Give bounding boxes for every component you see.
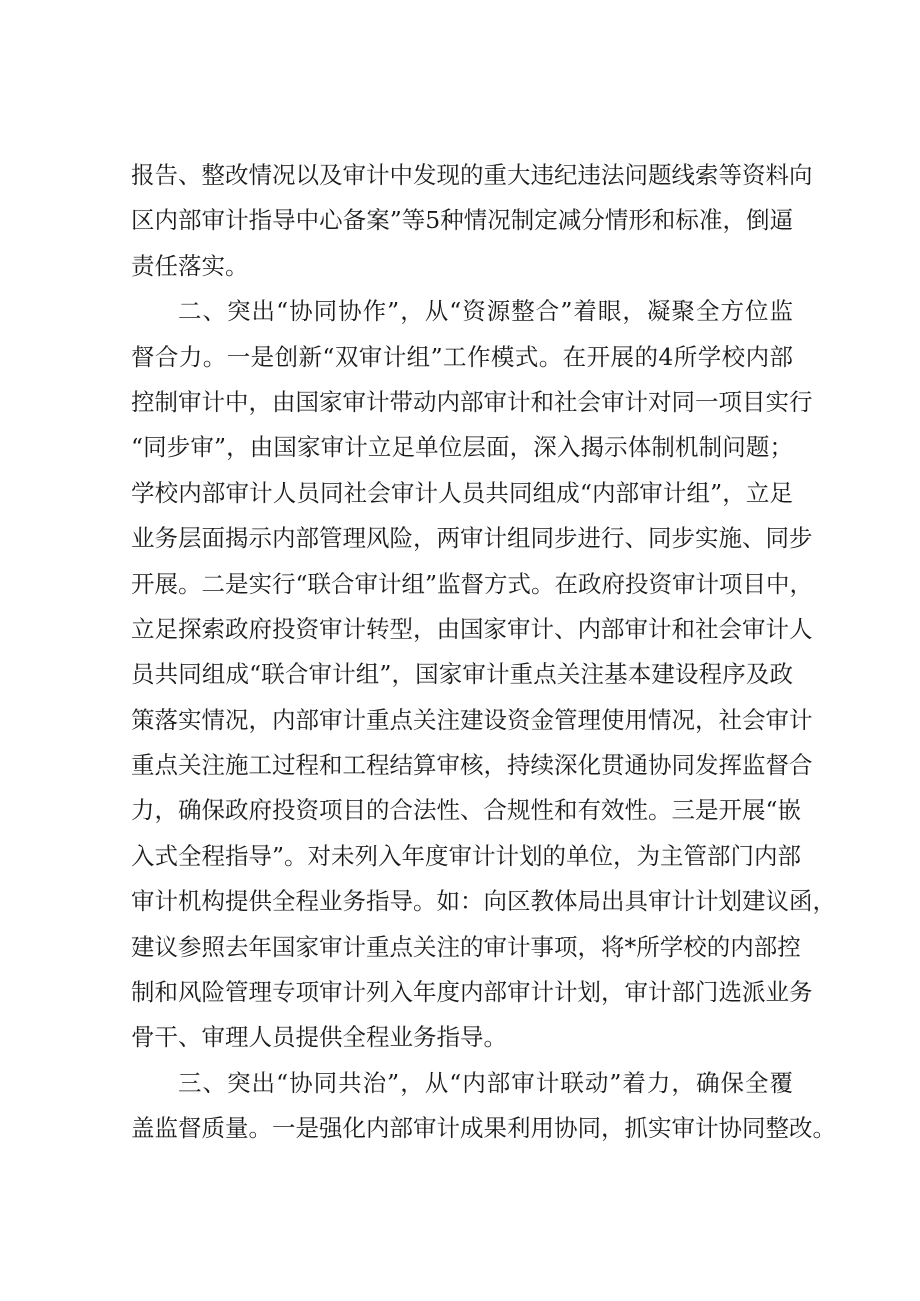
text-line: 员共同组成“联合审计组”，国家审计重点关注基本建设程序及政 <box>131 660 793 689</box>
text-line: 区内部审计指导中心备案”等5种情况制定减分情形和标准，倒逼 <box>131 206 793 235</box>
text-line: 三、突出“协同共治”，从“内部审计联动”着力，确保全覆 <box>178 1068 793 1097</box>
text-line: 策落实情况，内部审计重点关注建设资金管理使用情况，社会审计 <box>131 705 813 734</box>
text-line: 盖监督质量。一是强化内部审计成果利用协同，抓实审计协同整改。 <box>131 1114 836 1143</box>
text-line: 报告、整改情况以及审计中发现的重大违纪违法问题线索等资料向 <box>131 161 813 189</box>
text-line: 建议参照去年国家审计重点关注的审计事项，将*所学校的内部控 <box>131 932 801 961</box>
text-line: 入式全程指导”。对未列入年度审计计划的单位，为主管部门内部 <box>131 841 802 870</box>
text-line: 审计机构提供全程业务指导。如：向区教体局出具审计计划建议函， <box>131 887 836 916</box>
text-line: 开展。二是实行“联合审计组”监督方式。在政府投资审计项目中， <box>131 569 814 598</box>
text-line: “同步审”，由国家审计立足单位层面，深入揭示体制机制问题； <box>131 433 793 462</box>
text-line: 责任落实。 <box>131 251 249 280</box>
text-line: 立足探索政府投资审计转型，由国家审计、内部审计和社会审计人 <box>131 614 813 643</box>
text-line: 督合力。一是创新“双审计组”工作模式。在开展的4所学校内部 <box>131 342 793 371</box>
document-body <box>131 153 836 1152</box>
text-line: 控制审计中，由国家审计带动内部审计和社会审计对同一项目实行 <box>131 387 813 416</box>
text-line: 力，确保政府投资项目的合法性、合规性和有效性。三是开展“嵌 <box>131 796 802 825</box>
text-line: 重点关注施工过程和工程结算审核，持续深化贯通协同发挥监督合 <box>131 751 813 780</box>
text-line: 业务层面揭示内部管理风险，两审计组同步进行、同步实施、同步 <box>131 524 813 553</box>
text-line: 二、突出“协同协作”，从“资源整合”着眼，凝聚全方位监 <box>178 297 793 326</box>
text-line: 骨干、审理人员提供全程业务指导。 <box>131 1023 507 1052</box>
text-line: 制和风险管理专项审计列入年度内部审计计划，审计部门选派业务 <box>131 978 813 1007</box>
text-line: 学校内部审计人员同社会审计人员共同组成“内部审计组”，立足 <box>131 478 793 507</box>
